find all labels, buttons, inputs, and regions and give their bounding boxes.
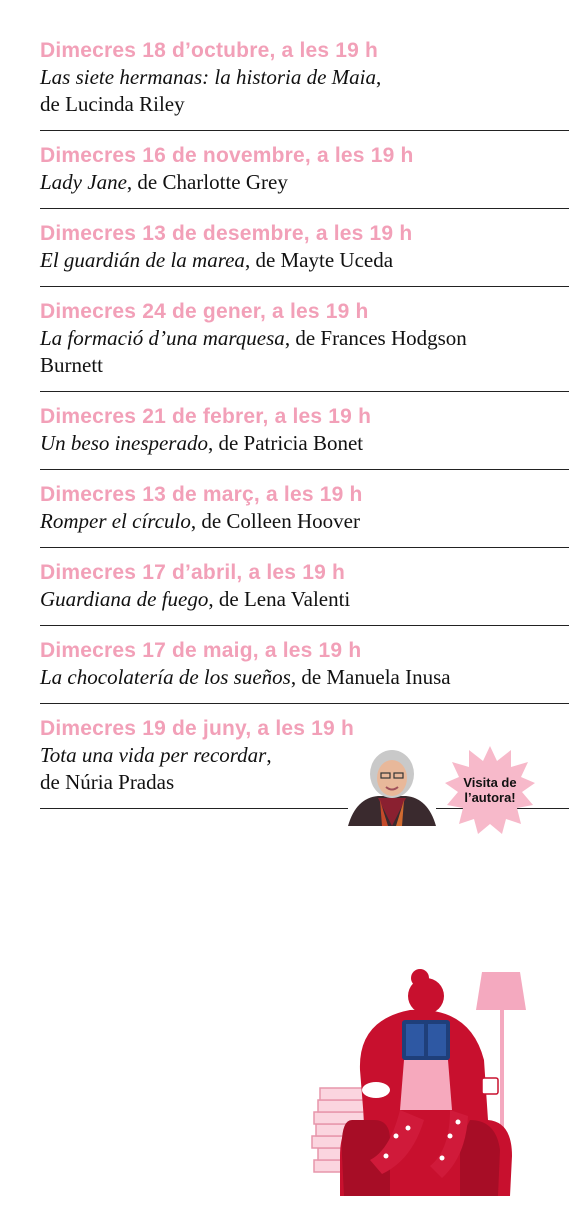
event-book xyxy=(40,247,569,274)
event-item xyxy=(40,404,569,470)
event-date: Dimecres 24 de gener, a les 19 h xyxy=(40,300,369,323)
separator: , xyxy=(190,509,197,533)
book-author: de Lena Valenti xyxy=(218,587,351,611)
book-author: de Charlotte Grey xyxy=(137,170,288,194)
book-author: de Colleen Hoover xyxy=(201,509,360,533)
event-item xyxy=(40,38,569,131)
event-item xyxy=(40,638,569,704)
event-book xyxy=(40,430,569,457)
book-author: de Núria Pradas xyxy=(40,770,175,794)
separator: , xyxy=(208,587,214,611)
event-book xyxy=(40,664,569,691)
separator: , xyxy=(126,170,133,194)
separator: , xyxy=(290,665,297,689)
book-author: de Lucinda Riley xyxy=(40,92,185,116)
event-book xyxy=(40,64,569,118)
book-title: La formació d’una marquesa xyxy=(40,326,285,350)
event-list xyxy=(40,38,569,821)
event-item xyxy=(40,560,569,626)
event-item xyxy=(40,299,569,392)
event-date: Dimecres 16 de novembre, a les 19 h xyxy=(40,144,414,167)
book-author: de Patricia Bonet xyxy=(218,431,364,455)
event-item xyxy=(40,482,569,548)
book-title: El guardián de la marea xyxy=(40,248,245,272)
book-title: Guardiana de fuego xyxy=(40,587,209,611)
book-author: de Manuela Inusa xyxy=(301,665,451,689)
event-item xyxy=(40,221,569,287)
book-title: Un beso inesperado xyxy=(40,431,208,455)
event-item xyxy=(40,716,569,809)
book-author: de Frances Hodgson Burnett xyxy=(40,326,467,377)
separator: , xyxy=(244,248,251,272)
book-author: de Mayte Uceda xyxy=(255,248,394,272)
book-title: Romper el círculo xyxy=(40,509,191,533)
event-date: Dimecres 19 de juny, a les 19 h xyxy=(40,717,354,740)
book-title: La chocolatería de los sueños xyxy=(40,665,291,689)
event-item xyxy=(40,143,569,209)
event-book xyxy=(40,508,569,535)
separator: , xyxy=(207,431,214,455)
event-date: Dimecres 13 de març, a les 19 h xyxy=(40,483,363,506)
separator: , xyxy=(266,743,272,767)
event-book xyxy=(40,325,490,379)
badge-line-2: l’autora! xyxy=(464,790,516,805)
event-date: Dimecres 21 de febrer, a les 19 h xyxy=(40,405,372,428)
event-date: Dimecres 13 de desembre, a les 19 h xyxy=(40,222,413,245)
reading-woman-illustration xyxy=(300,960,540,1200)
book-title: Tota una vida per recordar xyxy=(40,743,267,767)
badge-line-1: Visita de xyxy=(463,775,517,790)
badge-text xyxy=(444,744,536,836)
event-date: Dimecres 18 d’octubre, a les 19 h xyxy=(40,39,379,62)
event-date: Dimecres 17 de maig, a les 19 h xyxy=(40,639,362,662)
separator: , xyxy=(376,65,382,89)
book-title: Las siete hermanas: la historia de Maia xyxy=(40,65,376,89)
author-photo xyxy=(348,746,436,826)
book-title: Lady Jane xyxy=(40,170,127,194)
event-book xyxy=(40,169,569,196)
author-visit-badge xyxy=(444,744,536,836)
event-date: Dimecres 17 d’abril, a les 19 h xyxy=(40,561,346,584)
event-book xyxy=(40,586,569,613)
separator: , xyxy=(284,326,291,350)
